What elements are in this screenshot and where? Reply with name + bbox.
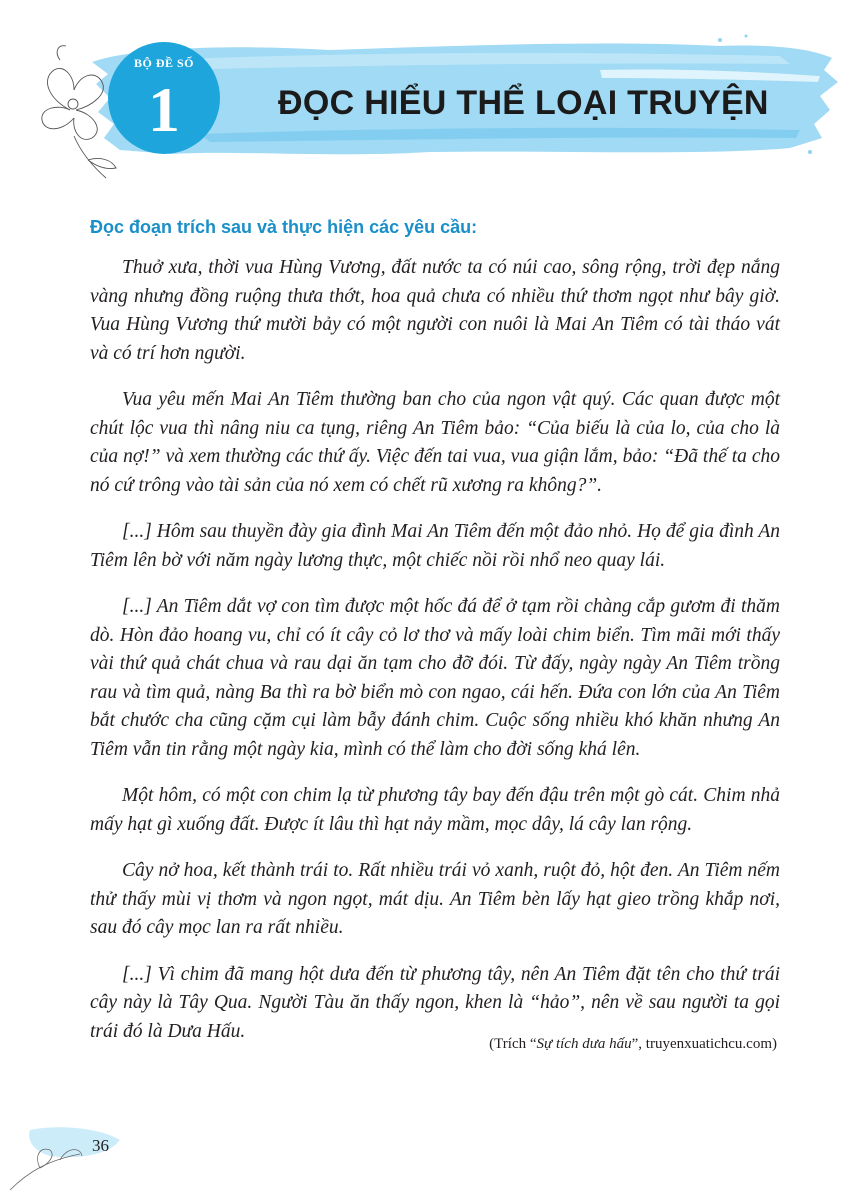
paragraph: Một hôm, có một con chim lạ từ phương tây bay đến đậu trên một gò cát. Chim nhả mấy hạt gì xuống đất. Được ít lâu thì hạt nảy mầm, mọc dây, lá cây lan rộng. bbox=[90, 785, 780, 835]
paragraph: [...] An Tiêm dắt vợ con tìm được một hốc đá để ở tạm rồi chàng cắp gươm đi thăm dò. Hòn đảo hoang vu, chỉ có ít cây cỏ lơ thơ và mấy loài chim biển. Tìm mãi mới thấy vài thứ quả chát chua và rau dại ăn tạm cho đỡ đói. Từ đấy, ngày ngày An Tiêm trồng rau và tìm quả, nàng Ba thì ra bờ biển mò con ngao, cái hến. Đứa con lớn của An Tiêm bắt chước cha cũng cặm cụi làm bẫy đánh chim. Cuộc sống nhiều khó khăn nhưng An Tiêm vẫn tin rằng một ngày kia, mình có thể làm cho đời sống khá lên. bbox=[90, 596, 780, 760]
story-excerpt bbox=[90, 254, 780, 1064]
set-number: 1 bbox=[148, 74, 180, 145]
set-number-badge bbox=[108, 42, 220, 154]
set-label: BỘ ĐỀ SỐ bbox=[133, 56, 194, 70]
source-citation bbox=[489, 1036, 777, 1053]
page-header bbox=[0, 0, 856, 190]
citation-suffix: ”, truyenxuatichcu.com) bbox=[631, 1036, 777, 1052]
instruction-heading: Đọc đoạn trích sau và thực hiện các yêu cầu: bbox=[90, 217, 478, 237]
paragraph: [...] Vì chim đã mang hột dưa đến từ phương tây, nên An Tiêm đặt tên cho thứ trái cây này là Tây Qua. Người Tàu ăn thấy ngon, khen là “hảo”, nên về sau người ta gọi trái đó là Dưa Hấu. bbox=[90, 963, 780, 1042]
page-number: 36 bbox=[92, 1136, 109, 1155]
citation-prefix: (Trích “ bbox=[489, 1036, 537, 1052]
paragraph: Cây nở hoa, kết thành trái to. Rất nhiều trái vỏ xanh, ruột đỏ, hột đen. An Tiêm nếm thử thấy mùi vị thơm và ngon ngọt, mát dịu. An Tiêm bèn lấy hạt gieo trồng khắp nơi, sau đó cây mọc lan ra rất nhiều. bbox=[90, 860, 780, 938]
page-title: ĐỌC HIỂU THỂ LOẠI TRUYỆN bbox=[278, 84, 769, 122]
footer-flower-decoration-icon bbox=[0, 1120, 140, 1200]
citation-source-title: Sự tích dưa hấu bbox=[536, 1036, 632, 1052]
paragraph: Vua yêu mến Mai An Tiêm thường ban cho của ngon vật quý. Các quan được một chút lộc vua thì nâng niu ca tụng, riêng An Tiêm bảo: “Của biếu là của lo, của cho là của nợ!” và xem thường các thứ ấy. Việc đến tai vua, vua giận lắm, bảo: “Đã thế ta cho nó cứ trông vào tài sản của nó xem có chết rũ xương ra không?”. bbox=[90, 389, 780, 496]
paragraph: [...] Hôm sau thuyền đày gia đình Mai An Tiêm đến một đảo nhỏ. Họ để gia đình An Tiêm lên bờ với năm ngày lương thực, một chiếc nồi rồi nhổ neo quay lái. bbox=[90, 521, 780, 571]
paragraph: Thuở xưa, thời vua Hùng Vương, đất nước ta có núi cao, sông rộng, trời đẹp nắng vàng nhưng đồng ruộng thưa thớt, hoa quả chưa có nhiều thứ thơm ngọt như bây giờ. Vua Hùng Vương thứ mười bảy có một người con nuôi là Mai An Tiêm có tài tháo vát và có trí hơn người. bbox=[90, 257, 780, 364]
